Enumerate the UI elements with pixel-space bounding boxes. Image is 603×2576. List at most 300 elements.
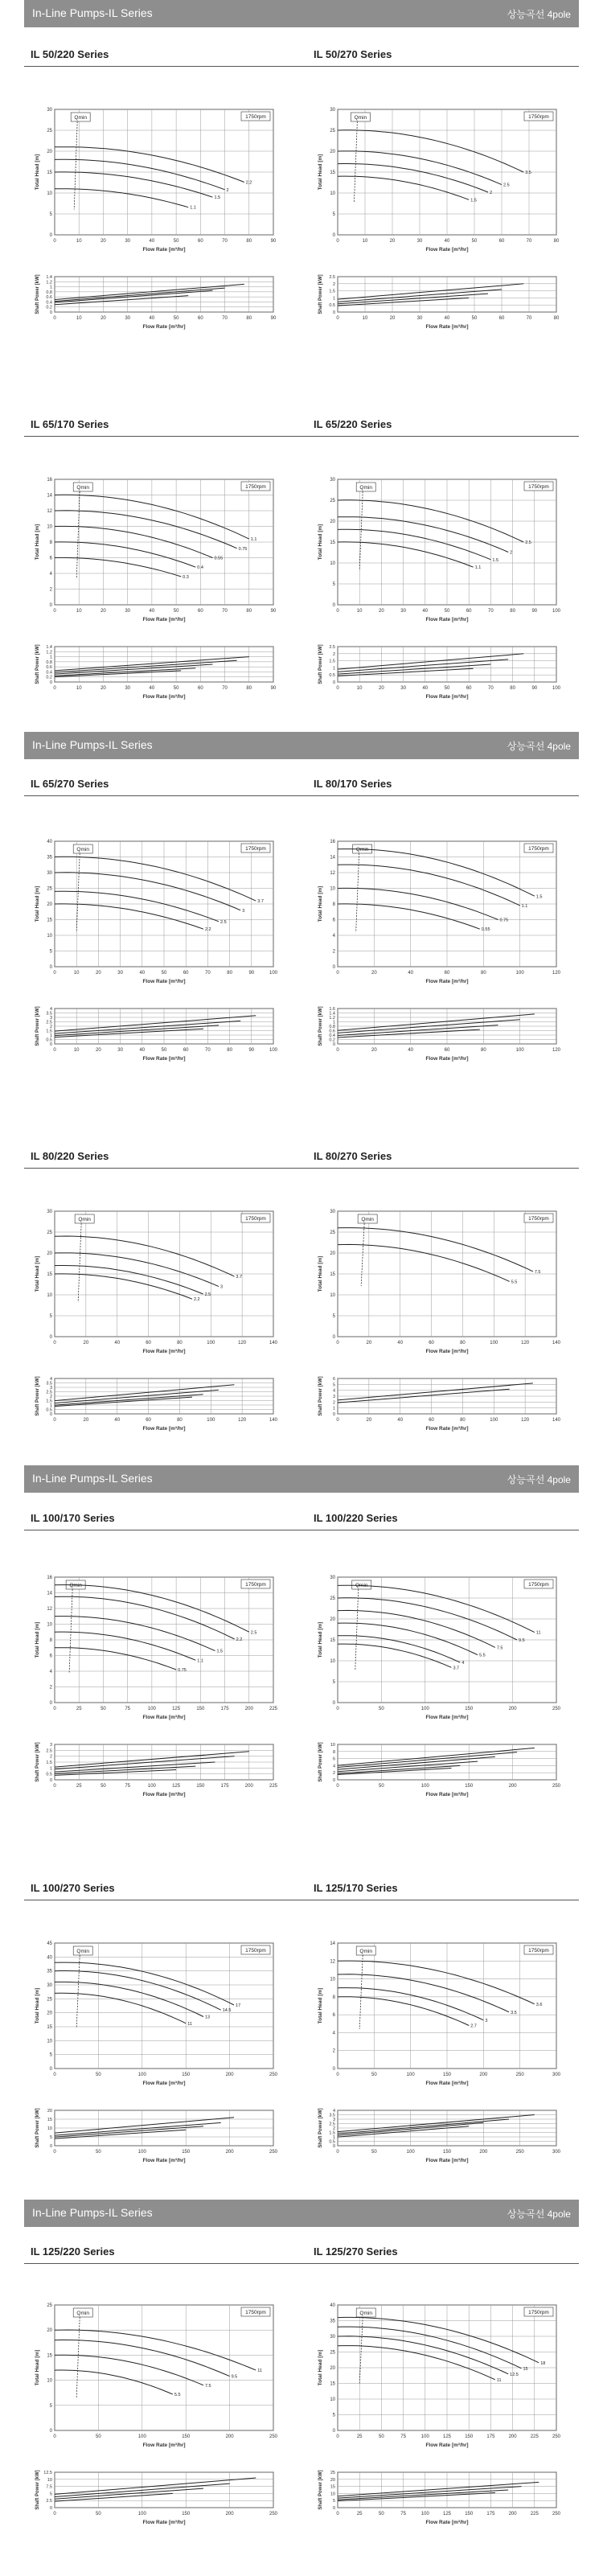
rpm-label: 1750rpm	[245, 114, 266, 120]
y-tick-label: 25	[330, 1596, 335, 1601]
y-tick-label: 2	[49, 1025, 52, 1029]
x-tick-label: 200	[508, 1784, 517, 1789]
x-axis-label: Flow Rate [m³/hr]	[425, 694, 469, 700]
y-tick-label: 2	[332, 2126, 335, 2131]
x-tick-label: 30	[400, 686, 406, 691]
y-tick-label: 1.4	[46, 275, 52, 280]
x-tick-label: 90	[270, 686, 277, 691]
x-tick-label: 30	[117, 971, 123, 976]
x-tick-label: 0	[53, 971, 56, 976]
y-axis-label: Total Head [m]	[318, 885, 323, 922]
x-tick-label: 80	[246, 609, 252, 614]
x-tick-label: 50	[371, 2073, 377, 2077]
y-tick-label: 8	[332, 1995, 335, 2000]
curve-label: 1.1	[474, 565, 482, 571]
curve-label: 3.5	[525, 171, 531, 175]
y-tick-label: 0	[332, 1412, 335, 1417]
y-tick-label: 1.5	[329, 659, 335, 664]
x-tick-label: 150	[465, 1784, 474, 1789]
x-tick-label: 200	[225, 2512, 234, 2516]
y-tick-label: 0	[332, 2067, 335, 2072]
y-tick-label: 10	[330, 2397, 335, 2402]
series-title: IL 80/270 Series	[314, 1150, 392, 1162]
curve-label: 17	[236, 2003, 241, 2008]
y-tick-label: 0	[49, 2144, 52, 2149]
pump-chart	[315, 836, 572, 1070]
qmin-label: Qmin	[355, 1583, 368, 1588]
y-tick-label: 30	[330, 2335, 335, 2340]
y-tick-label: 10	[330, 561, 335, 566]
x-tick-label: 100	[420, 2512, 429, 2516]
y-tick-label: 1	[49, 1766, 52, 1772]
y-tick-label: 10	[330, 191, 335, 196]
curve-label: 0.3	[183, 574, 189, 580]
pump-chart	[32, 1572, 289, 1806]
y-tick-label: 7.5	[46, 2484, 52, 2490]
qmin-label: Qmin	[76, 485, 89, 491]
x-tick-label: 50	[471, 316, 478, 321]
x-tick-label: 20	[96, 971, 101, 976]
x-tick-label: 30	[117, 1048, 123, 1053]
y-axis-label: Total Head [m]	[35, 524, 40, 561]
x-tick-label: 60	[197, 316, 203, 321]
y-tick-label: 25	[330, 129, 335, 134]
y-tick-label: 0.2	[46, 305, 52, 310]
y-tick-label: 10	[47, 2477, 52, 2483]
y-tick-label: 2	[332, 1771, 335, 1777]
y-tick-label: 16	[330, 840, 335, 844]
y-tick-label: 10	[47, 2126, 52, 2131]
y-tick-label: 2	[332, 281, 335, 287]
y-tick-label: 0.8	[46, 290, 52, 295]
qmin-label: Qmin	[76, 847, 89, 853]
curve-label: 2.2	[193, 1297, 200, 1303]
x-tick-label: 80	[480, 971, 486, 976]
x-tick-label: 50	[161, 1048, 167, 1053]
x-tick-label: 20	[100, 686, 106, 691]
y-tick-label: 2.5	[46, 1020, 52, 1025]
y-tick-label: 40	[47, 840, 52, 844]
y-tick-label: 6	[332, 2013, 335, 2019]
x-tick-label: 0	[53, 1418, 56, 1423]
x-tick-label: 70	[222, 609, 228, 614]
y-tick-label: 25	[47, 1997, 52, 2003]
y-tick-label: 12	[330, 871, 335, 876]
x-tick-label: 20	[366, 1341, 372, 1346]
curve-label: 2.5	[220, 919, 227, 925]
curve-label: 2.2	[245, 180, 252, 186]
y-tick-label: 15	[330, 2484, 335, 2490]
x-tick-label: 60	[146, 1341, 151, 1346]
x-tick-label: 150	[182, 2434, 191, 2439]
y-tick-label: 15	[330, 1272, 335, 1277]
header-badge: 상능곡선 4pole	[507, 9, 571, 20]
x-tick-label: 0	[336, 686, 339, 691]
x-axis-label: Flow Rate [m³/hr]	[142, 1056, 186, 1062]
series-title: IL 50/220 Series	[31, 48, 109, 60]
y-tick-label: 0.6	[46, 665, 52, 671]
x-tick-label: 100	[552, 609, 561, 614]
y-tick-label: 0.5	[329, 2139, 335, 2145]
y-tick-label: 6	[332, 918, 335, 923]
x-tick-label: 30	[125, 316, 131, 321]
x-tick-label: 50	[444, 686, 450, 691]
y-tick-label: 30	[330, 1576, 335, 1580]
y-tick-label: 15	[47, 2353, 52, 2359]
x-tick-label: 20	[366, 1418, 372, 1423]
y-tick-label: 20	[330, 1251, 335, 1256]
y-tick-label: 1	[332, 1406, 335, 1411]
x-tick-label: 50	[173, 609, 179, 614]
x-tick-label: 90	[531, 686, 538, 691]
divider	[24, 2263, 579, 2264]
y-tick-label: 3.5	[46, 1011, 52, 1017]
divider	[24, 1168, 579, 1169]
y-tick-label: 0	[49, 965, 52, 970]
y-tick-label: 0	[332, 2144, 335, 2149]
x-tick-label: 200	[244, 1707, 253, 1711]
x-tick-label: 60	[444, 971, 450, 976]
x-tick-label: 10	[356, 686, 363, 691]
y-tick-label: 20	[47, 2328, 52, 2334]
y-axis-label: Total Head [m]	[318, 1987, 323, 2024]
y-tick-label: 25	[330, 2471, 335, 2475]
y-tick-label: 4	[332, 1388, 335, 1394]
y-tick-label: 0	[49, 1701, 52, 1706]
power-plot-frame	[55, 647, 273, 682]
x-tick-label: 80	[553, 316, 560, 321]
x-tick-label: 150	[182, 2150, 191, 2155]
x-tick-label: 0	[53, 2434, 56, 2439]
x-tick-label: 0	[336, 609, 339, 614]
rpm-label: 1750rpm	[245, 1582, 266, 1588]
y-axis-label: Total Head [m]	[35, 885, 40, 922]
x-tick-label: 0	[336, 1048, 339, 1053]
x-tick-label: 60	[197, 686, 203, 691]
curve-label: 7.5	[204, 2383, 211, 2389]
y-tick-label: 1.5	[329, 2130, 335, 2136]
x-axis-label: Flow Rate [m³/hr]	[142, 694, 186, 700]
x-tick-label: 200	[225, 2073, 234, 2077]
x-tick-label: 20	[96, 1048, 101, 1053]
y-tick-label: 14	[47, 1591, 52, 1596]
curve-label: 13	[204, 2015, 211, 2020]
curve-label: 0.55	[481, 927, 490, 933]
y-tick-label: 5	[332, 1680, 335, 1685]
y-tick-label: 20	[47, 150, 52, 154]
series-title: IL 65/270 Series	[31, 778, 109, 790]
x-tick-label: 0	[336, 971, 339, 976]
x-tick-label: 175	[220, 1707, 229, 1711]
curve-label: 11	[257, 2369, 262, 2374]
x-tick-label: 150	[182, 2512, 191, 2516]
y-tick-label: 3	[49, 1016, 52, 1021]
x-axis-label: Flow Rate [m³/hr]	[142, 2158, 186, 2163]
x-tick-label: 40	[149, 316, 155, 321]
x-tick-label: 80	[553, 239, 560, 244]
curve-label: 11	[496, 2377, 502, 2383]
y-tick-label: 35	[47, 1969, 52, 1974]
header-title: In-Line Pumps-IL Series	[32, 738, 153, 751]
y-axis-label: Total Head [m]	[35, 1621, 40, 1658]
curve-label: 2	[510, 550, 513, 556]
x-tick-label: 0	[53, 239, 56, 244]
x-tick-label: 250	[515, 2150, 524, 2155]
y-tick-label: 2	[332, 949, 335, 955]
y-axis-label: Total Head [m]	[318, 154, 323, 191]
x-tick-label: 100	[490, 1341, 498, 1346]
y-tick-label: 10	[47, 2378, 52, 2384]
series-title: IL 80/170 Series	[314, 778, 392, 790]
x-tick-label: 20	[371, 1048, 377, 1053]
x-tick-label: 50	[173, 316, 179, 321]
y-tick-label: 6	[332, 1377, 335, 1382]
y-tick-label: 0.6	[46, 295, 52, 301]
x-tick-label: 60	[466, 686, 472, 691]
y-tick-label: 15	[330, 171, 335, 175]
x-tick-label: 250	[515, 2073, 524, 2077]
x-tick-label: 10	[356, 609, 363, 614]
x-axis-label: Flow Rate [m³/hr]	[425, 1426, 469, 1432]
x-tick-label: 100	[207, 1341, 215, 1346]
y-tick-label: 5	[49, 2492, 52, 2497]
x-tick-label: 50	[96, 2073, 101, 2077]
x-tick-label: 100	[420, 2434, 429, 2439]
x-tick-label: 250	[269, 2150, 278, 2155]
x-tick-label: 80	[510, 686, 515, 691]
x-tick-label: 80	[246, 239, 252, 244]
y-tick-label: 25	[47, 1230, 52, 1235]
x-tick-label: 80	[227, 1048, 232, 1053]
x-axis-label: Flow Rate [m³/hr]	[142, 1349, 186, 1354]
x-tick-label: 100	[207, 1418, 215, 1423]
y-tick-label: 6	[49, 1654, 52, 1659]
x-axis-label: Flow Rate [m³/hr]	[425, 2081, 469, 2086]
y-tick-label: 2	[332, 2048, 335, 2054]
y-tick-label: 0	[332, 1701, 335, 1706]
x-tick-label: 50	[173, 686, 179, 691]
curve-label: 1.1	[197, 1658, 203, 1664]
y-tick-label: 5	[332, 1382, 335, 1388]
y-tick-label: 1.2	[46, 280, 52, 286]
curve-label: 0.55	[214, 556, 224, 561]
x-tick-label: 100	[515, 1048, 524, 1053]
x-tick-label: 10	[362, 239, 368, 244]
y-tick-label: 2.5	[46, 1748, 52, 1754]
y-tick-label: 1	[332, 296, 335, 302]
curve-label: 1.1	[521, 903, 528, 909]
x-tick-label: 70	[488, 686, 494, 691]
x-tick-label: 225	[530, 2512, 539, 2516]
y-axis-label: Shaft Power [kW]	[35, 2108, 40, 2148]
rpm-label: 1750rpm	[528, 114, 549, 120]
y-tick-label: 2	[49, 1754, 52, 1760]
x-tick-label: 100	[515, 971, 524, 976]
qmin-label: Qmin	[74, 115, 87, 121]
x-tick-label: 100	[137, 2512, 146, 2516]
x-tick-label: 20	[371, 971, 377, 976]
series-title: IL 100/220 Series	[314, 1512, 398, 1524]
y-tick-label: 5	[49, 2052, 52, 2058]
x-tick-label: 175	[486, 2512, 495, 2516]
x-tick-label: 150	[182, 2073, 191, 2077]
x-tick-label: 25	[356, 2512, 363, 2516]
x-tick-label: 250	[552, 1707, 561, 1711]
x-tick-label: 30	[125, 609, 131, 614]
y-tick-label: 4	[49, 1377, 52, 1382]
x-tick-label: 100	[137, 2073, 146, 2077]
curve-label: 3.7	[453, 1666, 460, 1671]
curve-label: 5.5	[511, 1280, 518, 1285]
y-tick-label: 0.2	[329, 1037, 335, 1043]
curve-label: 9.5	[519, 1638, 525, 1643]
x-tick-label: 30	[125, 686, 131, 691]
x-tick-label: 40	[408, 971, 414, 976]
x-tick-label: 125	[442, 2512, 452, 2516]
y-tick-label: 1	[332, 1020, 335, 1025]
x-tick-label: 0	[336, 1707, 339, 1711]
power-plot-frame	[55, 2472, 273, 2508]
y-tick-label: 12.5	[43, 2471, 52, 2475]
y-tick-label: 1	[49, 1403, 52, 1408]
pump-chart	[32, 1938, 289, 2171]
qmin-label: Qmin	[76, 1949, 89, 1954]
x-tick-label: 100	[420, 1707, 429, 1711]
x-tick-label: 20	[100, 609, 106, 614]
x-tick-label: 120	[238, 1341, 247, 1346]
rpm-label: 1750rpm	[528, 1948, 549, 1954]
x-tick-label: 10	[362, 316, 368, 321]
y-tick-label: 0	[332, 310, 335, 315]
y-tick-label: 2.5	[46, 1390, 52, 1395]
y-tick-label: 16	[47, 1576, 52, 1580]
rpm-label: 1750rpm	[528, 2310, 549, 2315]
x-axis-label: Flow Rate [m³/hr]	[425, 2158, 469, 2163]
x-tick-label: 250	[269, 2073, 278, 2077]
x-tick-label: 0	[336, 2512, 339, 2516]
pump-chart	[32, 836, 289, 1070]
y-tick-label: 1	[332, 666, 335, 672]
x-tick-label: 10	[76, 609, 82, 614]
x-tick-label: 200	[479, 2073, 488, 2077]
y-tick-label: 10	[47, 1293, 52, 1298]
y-tick-label: 25	[330, 499, 335, 503]
x-axis-label: Flow Rate [m³/hr]	[142, 247, 186, 253]
power-plot-frame	[338, 1744, 556, 1780]
x-tick-label: 250	[552, 2434, 561, 2439]
x-tick-label: 60	[429, 1341, 434, 1346]
y-tick-label: 4	[49, 1670, 52, 1674]
x-tick-label: 40	[444, 239, 450, 244]
y-tick-label: 25	[330, 2350, 335, 2356]
x-tick-label: 250	[552, 1784, 561, 1789]
y-tick-label: 1.4	[329, 1011, 335, 1017]
x-tick-label: 40	[149, 609, 155, 614]
qmin-label: Qmin	[78, 1217, 91, 1222]
x-tick-label: 60	[197, 239, 203, 244]
y-tick-label: 2.5	[329, 645, 335, 650]
x-tick-label: 120	[521, 1418, 530, 1423]
x-tick-label: 20	[83, 1341, 89, 1346]
x-tick-label: 80	[460, 1341, 466, 1346]
y-tick-label: 0	[49, 2067, 52, 2072]
x-tick-label: 100	[420, 1784, 429, 1789]
y-tick-label: 0.5	[329, 303, 335, 309]
curve-label: 2.2	[204, 927, 211, 933]
x-tick-label: 0	[53, 686, 56, 691]
curve-label: 1.5	[535, 894, 543, 900]
x-tick-label: 40	[149, 686, 155, 691]
y-tick-label: 5	[49, 2135, 52, 2140]
y-tick-label: 0	[332, 1778, 335, 1783]
header-badge: 상능곡선 4pole	[507, 1474, 571, 1485]
y-tick-label: 35	[330, 2319, 335, 2324]
x-tick-label: 30	[416, 316, 423, 321]
series-title: IL 50/270 Series	[314, 48, 392, 60]
x-tick-label: 250	[269, 2512, 278, 2516]
pump-chart	[32, 105, 289, 338]
x-tick-label: 100	[269, 1048, 278, 1053]
pump-chart	[315, 1938, 572, 2171]
x-tick-label: 150	[196, 1707, 205, 1711]
y-tick-label: 0.2	[46, 675, 52, 680]
y-tick-label: 2	[332, 651, 335, 657]
y-tick-label: 8	[49, 1638, 52, 1643]
header-title: In-Line Pumps-IL Series	[32, 1472, 153, 1485]
y-tick-label: 0	[49, 2429, 52, 2434]
curve-label: 2.5	[250, 1630, 257, 1636]
x-tick-label: 80	[510, 609, 515, 614]
divider	[24, 795, 579, 796]
header-badge: 상능곡선 4pole	[507, 2208, 571, 2220]
x-tick-label: 300	[552, 2073, 561, 2077]
y-tick-label: 15	[330, 1638, 335, 1643]
y-axis-label: Shaft Power [kW]	[318, 1376, 323, 1416]
curve-label: 5.5	[479, 1653, 486, 1658]
curve-label: 3	[242, 908, 245, 914]
curve-label: 1.5	[216, 1649, 224, 1654]
x-tick-label: 70	[222, 239, 228, 244]
x-axis-label: Flow Rate [m³/hr]	[425, 617, 469, 622]
y-tick-label: 0.5	[46, 1772, 52, 1777]
x-tick-label: 50	[100, 1784, 106, 1789]
y-tick-label: 0	[332, 233, 335, 238]
x-tick-label: 40	[408, 1048, 414, 1053]
x-tick-label: 10	[76, 316, 82, 321]
x-tick-label: 30	[125, 239, 131, 244]
y-tick-label: 2	[49, 1685, 52, 1691]
qmin-label: Qmin	[355, 847, 369, 853]
x-tick-label: 75	[400, 2512, 406, 2516]
series-title: IL 65/170 Series	[31, 418, 109, 430]
curve-label: 2.7	[470, 2023, 477, 2029]
y-tick-label: 1	[49, 655, 52, 660]
curve-label: 2	[490, 190, 493, 195]
y-tick-label: 30	[330, 108, 335, 113]
y-tick-label: 0	[332, 2429, 335, 2434]
y-tick-label: 0	[332, 965, 335, 970]
pump-chart	[315, 475, 572, 708]
x-axis-label: Flow Rate [m³/hr]	[142, 617, 186, 622]
curve-label: 1.1	[190, 205, 196, 211]
x-tick-label: 200	[508, 2512, 517, 2516]
x-tick-label: 50	[379, 2434, 384, 2439]
x-tick-label: 10	[76, 686, 82, 691]
y-tick-label: 5	[332, 2413, 335, 2418]
y-tick-label: 5	[332, 1314, 335, 1319]
y-tick-label: 15	[47, 171, 52, 175]
x-tick-label: 80	[177, 1341, 183, 1346]
